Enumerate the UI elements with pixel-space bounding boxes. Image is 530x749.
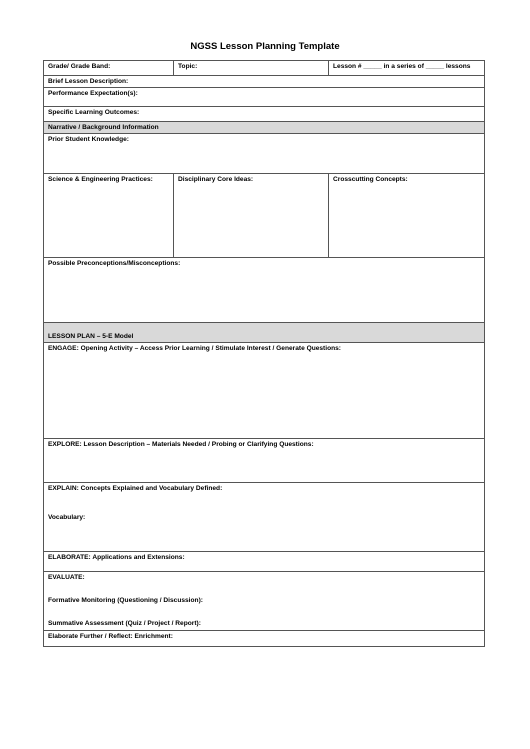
evaluate-label: EVALUATE:: [48, 574, 85, 581]
summative-label: Summative Assessment (Quiz / Project / Report):: [48, 620, 201, 627]
prior-knowledge-field[interactable]: Prior Student Knowledge:: [44, 134, 485, 174]
practices-field[interactable]: Science & Engineering Practices:: [44, 174, 174, 258]
vocabulary-label: Vocabulary:: [48, 514, 86, 521]
brief-description-field[interactable]: Brief Lesson Description:: [44, 76, 485, 88]
page-title: NGSS Lesson Planning Template: [190, 41, 340, 52]
preconceptions-field[interactable]: Possible Preconceptions/Misconceptions:: [44, 258, 485, 323]
evaluate-field[interactable]: [44, 572, 485, 631]
explain-label: EXPLAIN: Concepts Explained and Vocabulary Defined:: [48, 485, 223, 492]
formative-label: Formative Monitoring (Questioning / Discussion):: [48, 597, 203, 604]
elaborate-field[interactable]: ELABORATE: Applications and Extensions:: [44, 552, 485, 572]
lesson-number-field[interactable]: Lesson # _____ in a series of _____ lessons: [329, 61, 485, 76]
topic-field[interactable]: Topic:: [174, 61, 329, 76]
grade-field[interactable]: Grade/ Grade Band:: [44, 61, 174, 76]
crosscutting-field[interactable]: Crosscutting Concepts:: [329, 174, 485, 258]
narrative-section-header: Narrative / Background Information: [44, 122, 485, 134]
lesson-plan-section-header: LESSON PLAN – 5-E Model: [44, 323, 485, 343]
explain-field[interactable]: [44, 483, 485, 552]
specific-outcomes-field[interactable]: Specific Learning Outcomes:: [44, 107, 485, 122]
lesson-plan-form: [43, 60, 485, 647]
engage-field[interactable]: ENGAGE: Opening Activity – Access Prior Learning / Stimulate Interest / Generate Questions:: [44, 343, 485, 439]
core-ideas-field[interactable]: Disciplinary Core Ideas:: [174, 174, 329, 258]
header-row: [44, 61, 485, 76]
elaborate-further-field[interactable]: Elaborate Further / Reflect: Enrichment:: [44, 631, 485, 647]
explore-field[interactable]: EXPLORE: Lesson Description – Materials Needed / Probing or Clarifying Questions:: [44, 439, 485, 483]
performance-expectations-field[interactable]: Performance Expectation(s):: [44, 88, 485, 107]
